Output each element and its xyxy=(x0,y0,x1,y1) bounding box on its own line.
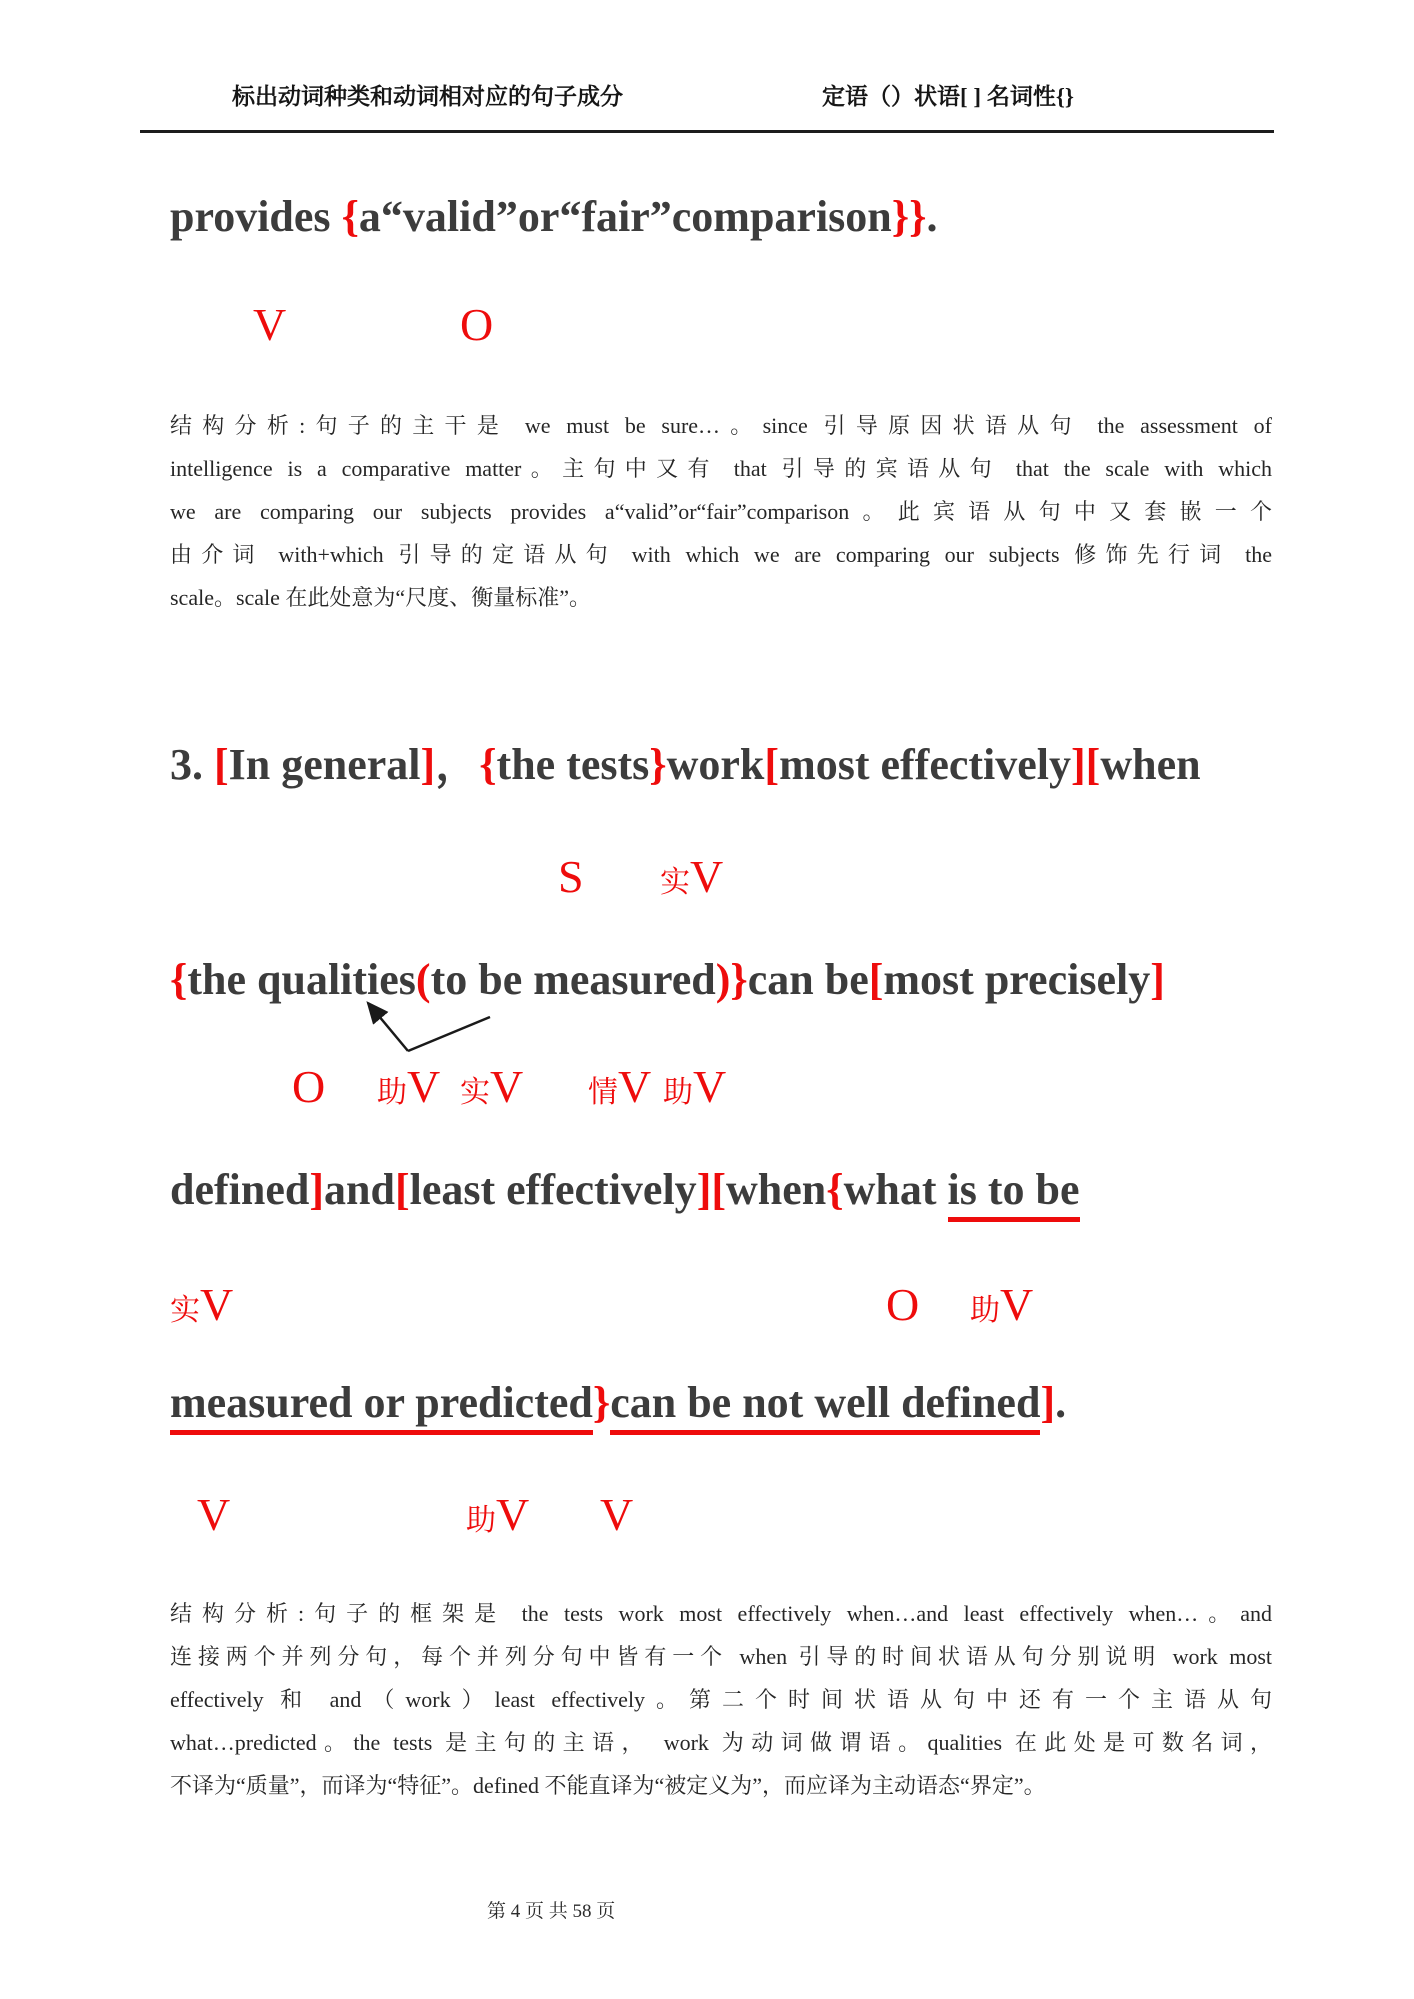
label-object: O xyxy=(886,1279,920,1330)
label-verb: V xyxy=(197,1489,231,1540)
sentence-text: the qualities xyxy=(187,955,416,1004)
sentence-text: defined xyxy=(170,1165,310,1214)
item-number: 3. xyxy=(170,740,214,789)
underlined-text: can be not well defined xyxy=(610,1378,1040,1435)
sentence3-line4 xyxy=(170,1378,1066,1429)
header-rule xyxy=(140,130,1274,133)
analysis-line: effectively 和 and（work）least effectively。第二个时间状语从句中还有一个主语从句 xyxy=(170,1687,1272,1712)
sentence-text: what xyxy=(843,1165,948,1214)
brace-open: { xyxy=(826,1165,844,1214)
bracket-open: [ xyxy=(214,740,229,789)
label-object: O xyxy=(460,299,494,350)
analysis-line: 结构分析:句子的主干是 we must be sure…。since 引导原因状语从句 the assessment of xyxy=(170,413,1272,438)
sentence-text: least effectively xyxy=(409,1165,697,1214)
brackets: ][ xyxy=(1071,740,1101,789)
grammar-label-row-v xyxy=(0,1490,1414,1548)
paren-open: ( xyxy=(415,955,431,1004)
brackets: ][ xyxy=(696,1165,726,1214)
sentence-text: can be xyxy=(747,955,869,1004)
brace-close: }} xyxy=(891,192,927,241)
header-left-title: 标出动词种类和动词相对应的句子成分 xyxy=(232,84,623,109)
bracket-close: ] xyxy=(309,1165,325,1214)
sentence-text: when xyxy=(726,1165,827,1214)
sentence-text: when xyxy=(1100,740,1201,789)
label-subject: S xyxy=(558,851,584,902)
paren-brace-close: )} xyxy=(715,955,748,1004)
analysis-line: 结构分析:句子的框架是 the tests work most effectively when…and least effectively when…。and xyxy=(170,1601,1272,1626)
label-modal-verb: 情V xyxy=(588,1061,652,1112)
period: . xyxy=(1055,1378,1067,1427)
bracket-open: [ xyxy=(764,740,780,789)
grammar-label-row-sv xyxy=(0,1280,1414,1338)
label-aux-verb: 助V xyxy=(466,1489,530,1540)
sentence-text: the tests xyxy=(496,740,650,789)
header-bracket-legend: 定语（）状语[ ] 名词性{} xyxy=(822,84,1074,109)
label-object: O xyxy=(292,1061,326,1112)
qualities-arrow xyxy=(330,993,510,1063)
label-main-verb: 实V xyxy=(170,1279,234,1330)
bracket-close: ] xyxy=(1040,1378,1056,1427)
grammar-label-row-vo xyxy=(0,300,1414,358)
sentence-text: most effectively xyxy=(779,740,1072,789)
period: . xyxy=(926,192,938,241)
underlined-text: measured or predicted xyxy=(170,1378,593,1435)
sentence3-line1 xyxy=(170,740,1201,791)
brace-open: { xyxy=(479,740,497,789)
analysis-sentence2 xyxy=(170,404,1272,619)
label-main-verb: 实V xyxy=(460,1061,524,1112)
analysis-line: 由介词 with+which 引导的定语从句 with which we are comparing our subjects 修饰先行词 the xyxy=(170,542,1272,567)
brace-close: } xyxy=(649,740,667,789)
bracket-open: [ xyxy=(868,955,884,1004)
grammar-label-row-s xyxy=(0,852,1414,910)
brace-open: { xyxy=(170,955,188,1004)
analysis-line: 不译为“质量”，而译为“特征”。defined 不能直译为“被定义为”，而应译为主动语态“界定”。 xyxy=(170,1773,1046,1798)
bracket-close: ] xyxy=(420,740,436,789)
underlined-text: is to be xyxy=(948,1165,1080,1222)
sentence-text: In general xyxy=(228,740,421,789)
analysis-line: 连接两个并列分句，每个并列分句中皆有一个 when 引导的时间状语从句分别说明 work most xyxy=(170,1644,1272,1669)
sentence-text: to be measured xyxy=(430,955,716,1004)
bracket-close: ] xyxy=(1150,955,1165,1004)
analysis-line: what…predicted。the tests 是主句的主语， work 为动词做谓语。qualities 在此处是可数名词， xyxy=(170,1730,1272,1755)
label-aux-verb: 助V xyxy=(970,1279,1034,1330)
brace-close: } xyxy=(592,1378,611,1427)
sentence-text: provides xyxy=(170,192,342,241)
label-verb: V xyxy=(253,299,287,350)
label-aux-verb: 助V xyxy=(663,1061,727,1112)
analysis-line: scale。scale 在此处意为“尺度、衡量标准”。 xyxy=(170,585,591,610)
sentence3-line2 xyxy=(170,955,1165,1006)
sentence-text: work xyxy=(666,740,765,789)
sentence-text: a“valid”or“fair”comparison xyxy=(358,192,892,241)
analysis-line: intelligence is a comparative matter。主句中又有 that 引导的宾语从句 that the scale with which xyxy=(170,456,1272,481)
sentence3-line3 xyxy=(170,1165,1080,1216)
label-main-verb: 实V xyxy=(660,851,724,902)
analysis-sentence3 xyxy=(170,1592,1272,1807)
bracket-open: [ xyxy=(394,1165,410,1214)
label-verb: V xyxy=(600,1489,634,1540)
grammar-label-row-o xyxy=(0,1062,1414,1120)
brace-open: { xyxy=(341,192,359,241)
label-aux-verb: 助V xyxy=(377,1061,441,1112)
analysis-line: we are comparing our subjects provides a“valid”or“fair”comparison。此宾语从句中又套嵌一个 xyxy=(170,499,1272,524)
sentence-text: and xyxy=(324,1165,395,1214)
sentence-text: most precisely xyxy=(883,955,1151,1004)
sentence2-line xyxy=(170,192,937,243)
page-number: 第 4 页 共 58 页 xyxy=(487,1901,616,1922)
comma: ， xyxy=(435,740,480,789)
